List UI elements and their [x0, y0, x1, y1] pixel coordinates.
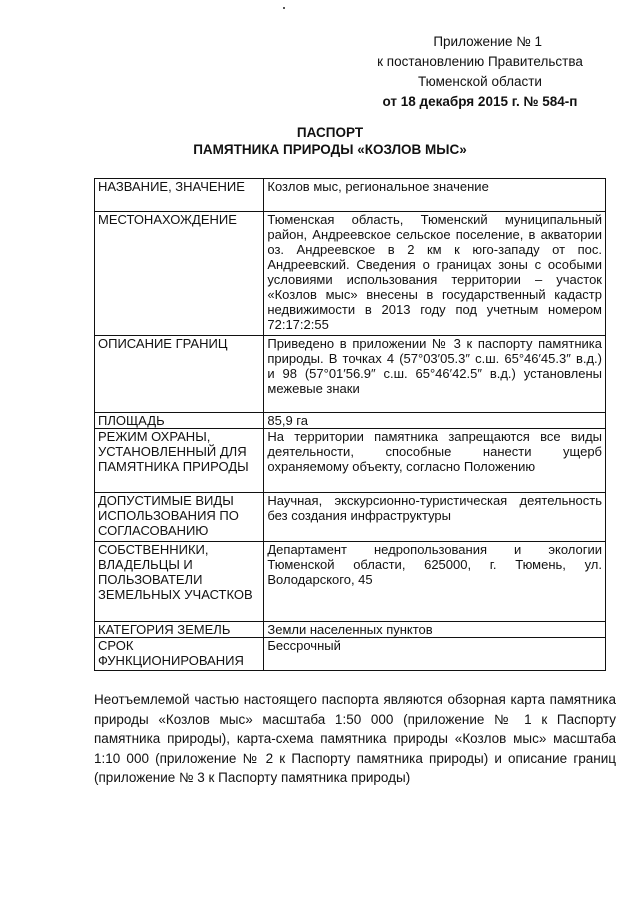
table-row-land-category	[95, 622, 606, 638]
table-row-term	[95, 638, 606, 671]
row-key: ОПИСАНИЕ ГРАНИЦ	[95, 336, 264, 413]
appendix-date: от 18 декабря 2015 г. № 584-п	[382, 94, 578, 109]
row-key: НАЗВАНИЕ, ЗНАЧЕНИЕ	[95, 179, 264, 212]
table-row-name	[95, 179, 606, 212]
table-row-protection	[95, 429, 606, 493]
appendix-resolution: к постановлению Правительства	[377, 54, 583, 69]
row-key: СРОК ФУНКЦИОНИРОВАНИЯ	[95, 638, 264, 671]
table-row-location	[95, 212, 606, 336]
passport-table	[94, 178, 606, 671]
appendix-header	[360, 32, 600, 112]
appendix-number: Приложение № 1	[433, 34, 542, 49]
row-key: ДОПУСТИМЫЕ ВИДЫ ИСПОЛЬЗОВАНИЯ ПО СОГЛАСОВАНИЮ	[95, 493, 264, 542]
row-value: Приведено в приложении № 3 к паспорту памятника природы. В точках 4 (57°03′05.3″ с.ш. 65°46′45.3″ в.д.) и 98 (57°01′56.9″ с.ш. 65°46′42.5″ в.д.) установлены межевые знаки	[264, 336, 606, 413]
title-line-monument: ПАМЯТНИКА ПРИРОДЫ «КОЗЛОВ МЫС»	[193, 142, 467, 157]
appendix-region: Тюменской области	[418, 74, 542, 89]
document-title	[180, 124, 480, 158]
row-key: ПЛОЩАДЬ	[95, 413, 264, 429]
table-row-boundaries	[95, 336, 606, 413]
row-value: Бессрочный	[264, 638, 606, 671]
row-value: Козлов мыс, региональное значение	[264, 179, 606, 212]
title-line-passport: ПАСПОРТ	[296, 125, 364, 140]
row-value: Департамент недропользования и экологии Тюменской области, 625000, г. Тюмень, ул. Володарского, 45	[264, 542, 606, 622]
scan-speck	[283, 7, 285, 9]
row-value: Тюменская область, Тюменский муниципальный район, Андреевское сельское поселение, в акватории оз. Андреевское в 2 км к юго-западу от пос. Андреевский. Сведения о границах зоны с особыми условиями использования территории – участок «Козлов мыс» внесены в государственный кадастр недвижимости в 2013 году под учетным номером 72:17:2:55	[264, 212, 606, 336]
row-key: РЕЖИМ ОХРАНЫ, УСТАНОВЛЕННЫЙ ДЛЯ ПАМЯТНИКА ПРИРОДЫ	[95, 429, 264, 493]
row-key: КАТЕГОРИЯ ЗЕМЕЛЬ	[95, 622, 264, 638]
row-key: МЕСТОНАХОЖДЕНИЕ	[95, 212, 264, 336]
table-row-permitted-use	[95, 493, 606, 542]
row-value: 85,9 га	[264, 413, 606, 429]
row-value: Земли населенных пунктов	[264, 622, 606, 638]
footer-paragraph: Неотъемлемой частью настоящего паспорта являются обзорная карта памятника природы «Козлов мыс» масштаба 1:50 000 (приложение № 1 к Паспорту памятника природы), карта-схема памятника природы «Козлов мыс» масштаба 1:10 000 (приложение № 2 к Паспорту памятника природы) и описание границ (приложение № 3 к Паспорту памятника природы)	[94, 692, 616, 785]
row-value: На территории памятника запрещаются все виды деятельности, способные нанести ущерб охраняемому объекту, согласно Положению	[264, 429, 606, 493]
row-key: СОБСТВЕННИКИ, ВЛАДЕЛЬЦЫ И ПОЛЬЗОВАТЕЛИ ЗЕМЕЛЬНЫХ УЧАСТКОВ	[95, 542, 264, 622]
table-row-owners	[95, 542, 606, 622]
row-value: Научная, экскурсионно-туристическая деятельность без создания инфраструктуры	[264, 493, 606, 542]
table-row-area	[95, 413, 606, 429]
